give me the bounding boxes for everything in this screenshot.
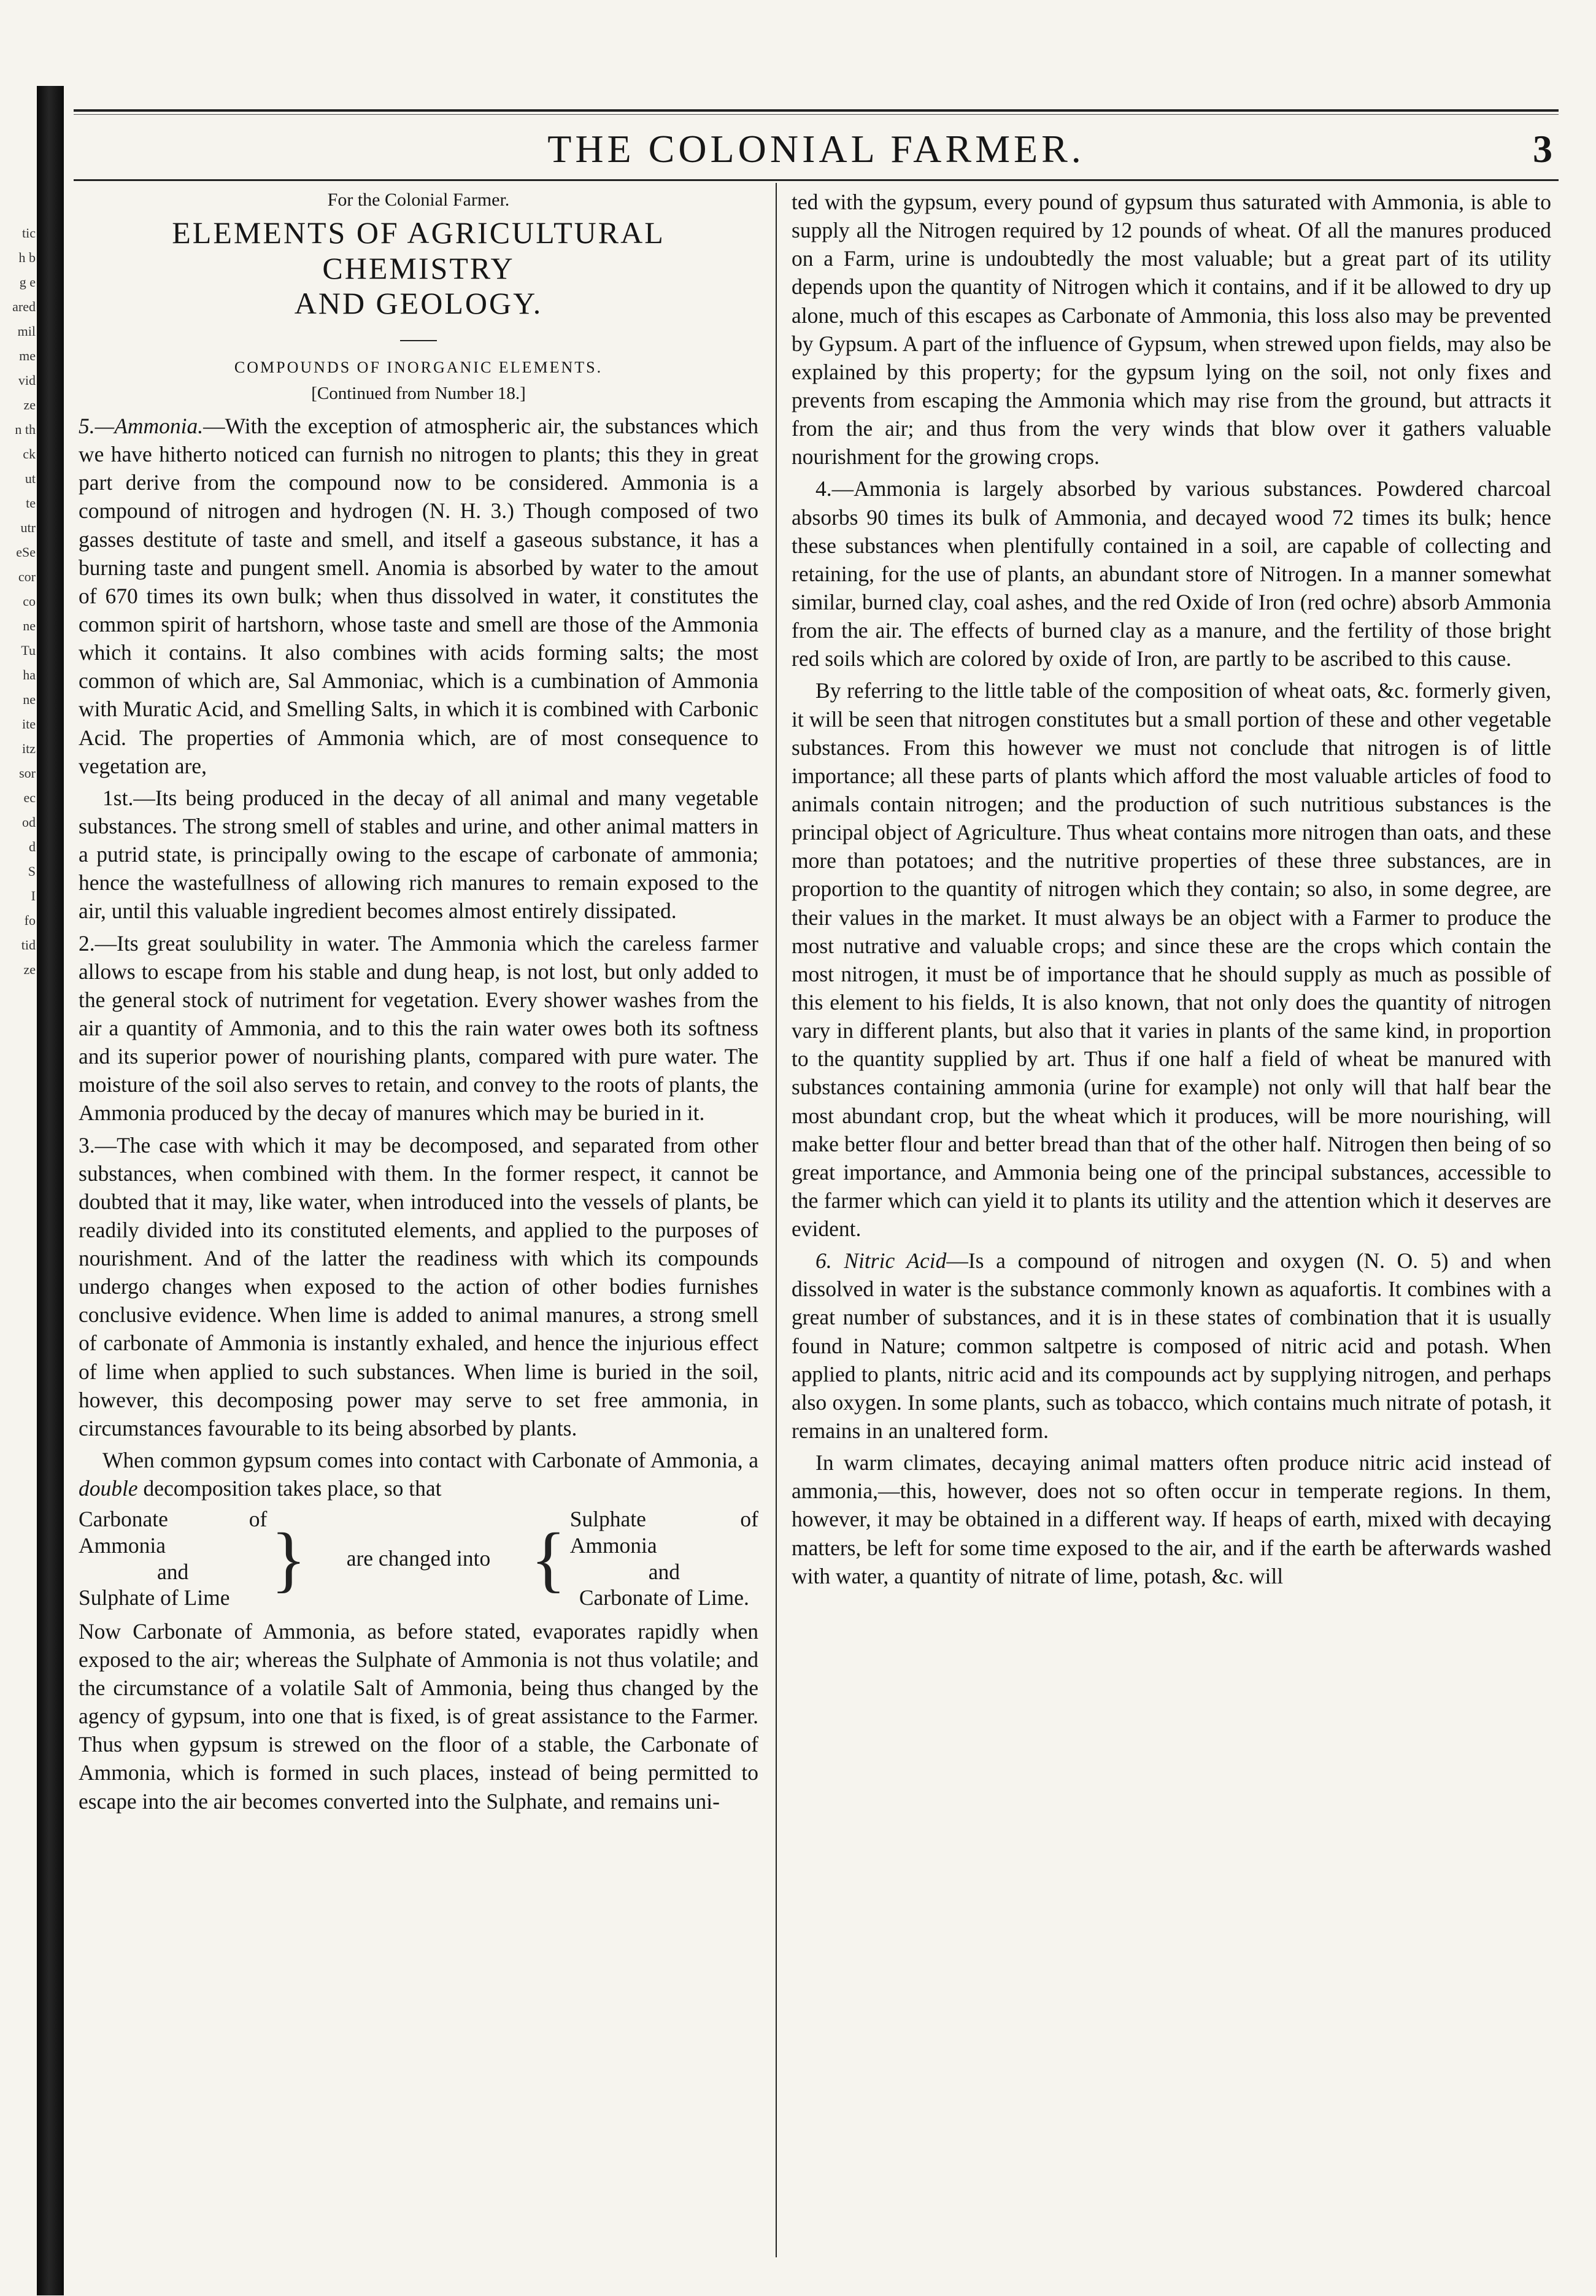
spine-fragment: vid <box>18 373 36 388</box>
spine-fragment: ut <box>25 471 36 486</box>
equation-right-line3: Carbonate of Lime. <box>579 1585 749 1610</box>
spine-fragment: g e <box>19 274 36 290</box>
paragraph-warm-climates: In warm climates, decaying animal matters often produce nitric acid instead of ammonia,—this, however, does not so often occur in temperate regions. In them, however, it may be obtained in a different way. If heaps of earth, mixed with decaying matters, be left for some time exposed to the air, and if the earth be afterwards washed with water, a quantity of nitrate of lime, potash, &c. will <box>792 1450 1551 1588</box>
spine-fragment: ec <box>23 790 36 805</box>
article-title-line1: ELEMENTS OF AGRICULTURAL CHEMISTRY <box>172 215 665 285</box>
spine-fragment: ze <box>23 397 36 412</box>
equation-left-line1: Carbonate of Ammonia <box>79 1507 268 1558</box>
spine-fragment: ite <box>22 716 36 732</box>
spine-fragment: Tu <box>21 643 36 658</box>
paragraph-nitric-acid <box>792 1247 1551 1445</box>
top-rule <box>74 109 1559 112</box>
paragraph-ammonia <box>79 412 758 780</box>
spine-fragment: tid <box>21 937 36 953</box>
spine-fragment: co <box>23 593 36 609</box>
equation-right-line1: Sulphate of Ammonia <box>569 1507 758 1558</box>
paragraph-text: —With the exception of atmospheric air, the substances which we have hitherto noticed can furnish no nitrogen to plants; this they in great part derive from the compound now to be considered. Ammonia is a compound of nitrogen and hydrogen (N. H. 3.) Though composed of two gasses destitute of taste and smell, and itself a gaseous substance, it has a burning taste and pungent smell. Anomia is absorbed by water to the amout of 670 times its own bulk; when thus dissolved in water, it constitutes the common spirit of hartshorn, whose taste and smell are those of the Ammonia which it contains. It also combines with acids forming salts; the most common of which are, Sal Ammoniac, which is a cumbination of Ammonia with Muratic Acid, and Smelling Salts, in which it is combined with Carbonic Acid. The properties of Ammonia which, are of most consequence to vegetation are, <box>79 413 758 778</box>
spine-fragment: fo <box>24 913 36 928</box>
spine-fragment: d <box>29 839 36 854</box>
column-divider <box>776 183 777 2257</box>
equation-left-line3: Sulphate of Lime <box>79 1585 230 1610</box>
equation-brace-left: } <box>271 1517 307 1599</box>
equation-right-line2: and <box>648 1559 680 1584</box>
spine-fragment: itz <box>22 741 36 756</box>
spine-fragment: sor <box>19 765 36 781</box>
spine-fragment: ne <box>23 618 36 633</box>
running-head-title: THE COLONIAL FARMER. <box>547 127 1085 171</box>
spine-fragment: ne <box>23 692 36 707</box>
spine-fragment: tic <box>22 225 36 241</box>
spine-fragments <box>0 221 36 1939</box>
head-rule <box>74 179 1559 181</box>
equation-right <box>570 1506 758 1610</box>
spine-fragment: h b <box>18 250 36 265</box>
paragraph-third-property: 3.—The case with which it may be decomposed, and separated from other substances, when combined with them. In the former respect, it cannot be doubted that it may, like water, when introduced into the vessels of plants, be readily divided into its constituted elements, and applied to the purposes of nourishment. And of the latter the readiness with which its compounds undergo changes when exposed to the action of other bodies furnishes conclusive evidence. When lime is added to animal manures, a strong smell of carbonate of Ammonia is instantly exhaled, and hence the injurious effect of lime when applied to such substances. When lime is buried in the soil, however, this decomposing power may serve to set free ammonia, in circumstances favourable to its being absorbed by plants. <box>79 1132 758 1440</box>
equation-left <box>79 1506 267 1610</box>
for-line: For the Colonial Farmer. <box>327 190 510 210</box>
spine-fragment: ha <box>23 667 36 682</box>
spine-fragment: cor <box>18 569 36 584</box>
article-title <box>79 215 758 322</box>
spine-fragment: utr <box>20 520 36 535</box>
spine-fragment: eSe <box>16 544 36 560</box>
spine-fragment: od <box>22 814 36 830</box>
running-head <box>74 126 1559 176</box>
left-column <box>79 188 758 2275</box>
spine-fragment: ze <box>23 962 36 977</box>
spine-fragment: ck <box>23 446 36 462</box>
page-number: 3 <box>1533 127 1552 171</box>
paragraph-continuation: ted with the gypsum, every pound of gypsum thus saturated with Ammonia, is able to supply all the Nitrogen required by 12 pounds of wheat. Of all the manures produced on a Farm, urine is undoubtedly the most valuable; but a great part of its utility depends upon the quantity of Nitrogen which it contains, and if it be allowed to dry up alone, much of this escapes as Carbonate of Ammonia, this loss also may be prevented by Gypsum. A part of the influence of Gypsum, when strewed upon fields, may also be explained by this property; for the gypsum lying on the soil, not only fixes and prevents from escaping the Ammonia which may rise from the ground, but attracts it from the air; and thus from the very winds that blow over it gathers valuable nourishment for the growing crops. <box>792 190 1551 470</box>
top-rule-thin <box>74 114 1559 115</box>
equation-middle: are changed into <box>346 1546 491 1571</box>
paragraph-label: 6. Nitric Acid <box>815 1248 947 1274</box>
spine-fragment: n th <box>15 422 36 437</box>
decomposition-equation <box>79 1506 758 1610</box>
emphasis-double: double <box>79 1476 138 1501</box>
equation-brace-mid: { <box>530 1517 566 1599</box>
article-title-line2: AND GEOLOGY. <box>294 286 543 320</box>
paragraph-nitrogen-importance: By referring to the little table of the composition of wheat oats, &c. formerly given, it will be seen that nitrogen constitutes but a small portion of these and other vegetable substances. From this however we must not conclude that nitrogen is of little importance; all these parts of plants which afford the most valuable articles of food to animals contain nitrogen; and the production of such nutritious substances is the principal object of Agriculture. Thus wheat contains more nitrogen than oats, and these more than potatoes; and the nutritive properties of these three substances, are in proportion to the quantity of nitrogen which they contain; so also, in some degree, are their values in the market. It must always be an object with a Farmer to produce the most nutrative and valuable crops; and since these are the crops which contain the most nitrogen, it must be of importance that he should supply as much as possible of this element to his fields, It is also known, that not only does the quantity of nitrogen vary in different plants, but also that it varies in plants of the same kind, in proportion to the quantity supplied by art. Thus if one half a field of wheat be manured with substances containing ammonia (urine for example) not only will that half bear the most abundant crop, but the wheat which it produces, will be more nourishing, will make better flour and better bread than that of the other half. Nitrogen then being of so great importance, and Ammonia being one of the principal substances, accessible to the farmer which can yield it to plants its utility and the attention which it deserves are evident. <box>792 678 1551 1242</box>
paragraph-label: 5.—Ammonia. <box>79 413 204 438</box>
paragraph-fourth-property: 4.—Ammonia is largely absorbed by various substances. Powdered charcoal absorbs 90 times its bulk of Ammonia, and decayed wood 72 times its bulk; hence these substances when plentifully contained in a soil, are capable of collecting and retaining, for the use of plants, an abundant store of Nitrogen. In a manner somewhat similar, burned clay, coal ashes, and the red Oxide of Iron (red ochre) absorb Ammonia from the air. The effects of burned clay as a manure, and the fertility of those bright red soils which are colored by oxide of Iron, are partly to be ascribed to this cause. <box>792 476 1551 671</box>
section-subhead: COMPOUNDS OF INORGANIC ELEMENTS. <box>234 358 603 376</box>
paragraph-text: When common gypsum comes into contact with Carbonate of Ammonia, a <box>102 1448 758 1473</box>
spine-fragment: mil <box>17 323 36 339</box>
paragraph-gypsum-effect: Now Carbonate of Ammonia, as before stated, evaporates rapidly when exposed to the air; whereas the Sulphate of Ammonia is not thus volatile; and the circumstance of a volatile Salt of Ammonia, being thus changed by the agency of gypsum, into one that is fixed, is of great assistance to the Farmer. Thus when gypsum is strewed on the floor of a stable, the Carbonate of Ammonia, which is formed in such places, instead of being permitted to escape into the air becomes converted into the Sulphate, and remains uni- <box>79 1618 758 1814</box>
binding-shadow <box>37 86 64 2295</box>
spine-fragment: ared <box>12 299 36 314</box>
spine-fragment: te <box>26 495 36 511</box>
spine-fragment: S <box>28 864 36 879</box>
continued-note: [Continued from Number 18.] <box>311 384 526 404</box>
spine-fragment: me <box>19 348 36 363</box>
spine-fragment: I <box>31 888 36 903</box>
paragraph-first-property: 1st.—Its being produced in the decay of all animal and many vegetable substances. The strong smell of stables and urine, and other animal matters in a putrid state, is principally owing to the escape of carbonate of ammonia; hence the wastefullness of allowing rich manures to remain exposed to the air, until this valuable ingredient becomes almost entirely dissipated. <box>79 785 758 924</box>
right-column <box>792 188 1551 2275</box>
equation-left-line2: and <box>157 1559 189 1584</box>
paragraph-text: —Is a compound of nitrogen and oxygen (N. O. 5) and when dissolved in water is the substance commonly known as aquafortis. It combines with a great number of substances, and it is in these states of combination that it is usually found in Nature; common saltpetre is composed of nitric acid and potash. When applied to plants, nitric acid and its compounds act by supplying nitrogen, and perhaps also oxygen. In some plants, such as tobacco, which contains much nitrate of potash, it remains in an unaltered form. <box>792 1248 1551 1444</box>
short-rule <box>400 340 437 341</box>
paragraph-text: decomposition takes place, so that <box>143 1476 442 1501</box>
paragraph-gypsum <box>79 1446 758 1502</box>
paragraph-second-property: 2.—Its great soulubility in water. The Ammonia which the careless farmer allows to escape from his stable and dung heap, is not lost, but only added to the general stock of nutriment for vegetation. Every shower washes from the air a quantity of Ammonia, and to this the rain water owes both its softness and its superior power of nourishing plants, compared with pure water. The moisture of the soil also serves to retain, and convey to the roots of plants, the Ammonia produced by the decay of manures which may be buried in it. <box>79 930 758 1126</box>
